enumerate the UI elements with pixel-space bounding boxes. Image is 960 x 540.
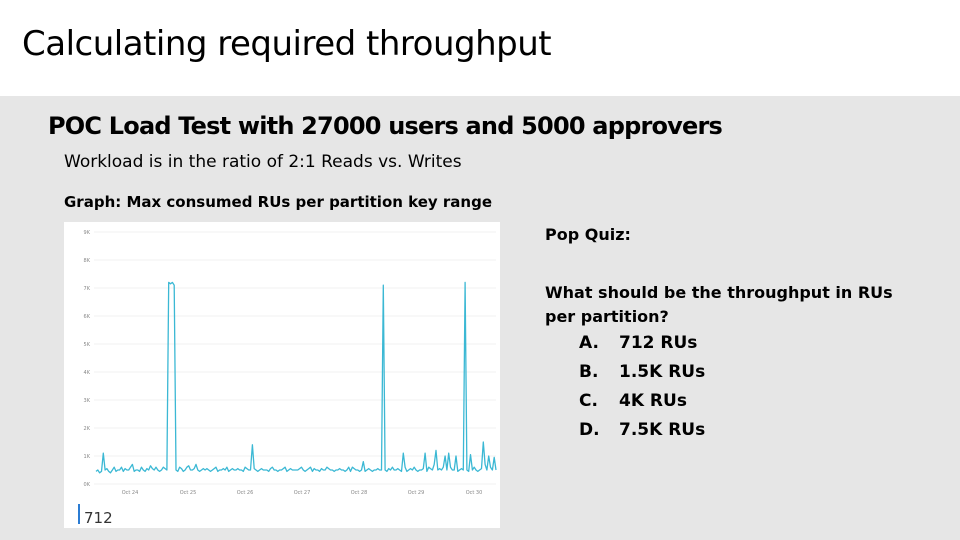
y-tick-label: 2K (83, 426, 90, 432)
x-tick-label: Oct 29 (407, 490, 425, 496)
y-tick-label: 7K (83, 286, 90, 292)
option-text: 1.5K RUs (619, 362, 706, 382)
quiz-option-a (579, 333, 705, 362)
slide-title: Calculating required throughput (22, 24, 552, 64)
legend-accent-bar (78, 504, 80, 524)
title-bar (0, 0, 960, 96)
y-tick-label: 1K (83, 454, 90, 460)
option-text: 712 RUs (619, 333, 698, 353)
option-letter: A. (579, 333, 599, 353)
x-tick-label: Oct 28 (350, 490, 368, 496)
x-tick-label: Oct 30 (465, 490, 483, 496)
workload-ratio-text: Workload is in the ratio of 2:1 Reads vs. Writes (64, 152, 462, 172)
option-letter: D. (579, 420, 600, 440)
y-tick-label: 0K (83, 482, 90, 488)
option-text: 7.5K RUs (619, 420, 706, 440)
quiz-option-c (579, 391, 705, 420)
option-text: 4K RUs (619, 391, 687, 411)
content-heading: POC Load Test with 27000 users and 5000 approvers (48, 112, 723, 140)
option-letter: B. (579, 362, 599, 382)
y-tick-label: 6K (83, 314, 90, 320)
graph-label: Graph: Max consumed RUs per partition key range (64, 193, 493, 211)
quiz-options (579, 333, 705, 449)
quiz-question: What should be the throughput in RUs per partition? (545, 283, 893, 326)
y-tick-label: 5K (83, 342, 90, 348)
x-tick-label: Oct 27 (293, 490, 311, 496)
quiz-option-b (579, 362, 705, 391)
y-tick-label: 9K (83, 230, 90, 236)
y-tick-label: 8K (83, 258, 90, 264)
chart-panel (64, 222, 500, 528)
series-line (96, 282, 496, 472)
x-tick-label: Oct 24 (121, 490, 139, 496)
y-tick-label: 3K (83, 398, 90, 404)
x-tick-label: Oct 25 (179, 490, 197, 496)
current-value: 712 (84, 509, 113, 527)
y-tick-label: 4K (83, 370, 90, 376)
option-letter: C. (579, 391, 598, 411)
quiz-title: Pop Quiz: (545, 225, 631, 244)
quiz-option-d (579, 420, 705, 449)
slide-content (0, 96, 960, 540)
line-chart (64, 222, 500, 528)
x-tick-label: Oct 26 (236, 490, 254, 496)
